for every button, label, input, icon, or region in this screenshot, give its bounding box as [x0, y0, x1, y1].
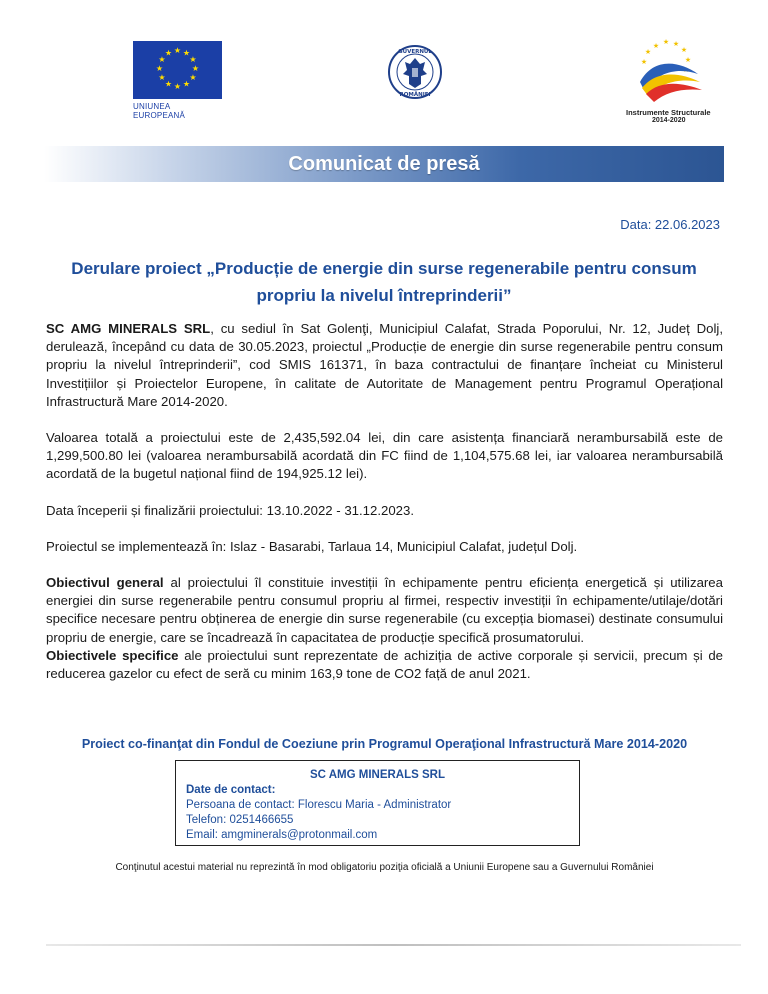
paragraph-company — [46, 320, 723, 411]
svg-text:★: ★ — [644, 48, 652, 56]
svg-text:★: ★ — [158, 73, 166, 82]
press-release-banner — [44, 146, 724, 182]
specific-objectives-text: ale proiectului sunt reprezentate de achiziția de active corporale și servicii, precum și de reducerea gazelor cu efect de seră cu minim 163,9 tone de CO2 față de anul 2021. — [46, 647, 723, 682]
svg-text:★: ★ — [684, 56, 692, 64]
svg-text:★: ★ — [672, 40, 680, 48]
paragraph-location: Proiectul se implementează în: Islaz - Basarabi, Tarlaua 14, Municipiul Calafat, județul Dolj. — [46, 538, 578, 554]
headline: Derulare proiect „Producție de energie din surse regenerabile pentru consum propriu la nivelul întreprinderii” — [71, 259, 697, 305]
eu-stars-icon — [133, 41, 222, 99]
svg-text:★: ★ — [189, 55, 197, 64]
paragraph-specific-objectives — [46, 647, 723, 683]
paragraph-value: Valoarea totală a proiectului este de 2,435,592.04 lei, din care asistența financiară nerambursabilă este de 1,299,500.80 lei (valoarea nerambursabilă acordată din FC fiind de 1,104,575.68 lei, iar valoarea nerambursabilă acordată de la bugetul național fiind de 194,925.12 lei). — [46, 430, 723, 482]
contact-box — [175, 760, 580, 846]
eu-logo — [133, 41, 222, 120]
svg-text:★: ★ — [173, 82, 182, 91]
romanian-government-logo — [387, 44, 443, 100]
eu-caption: UNIUNEA EUROPEANĂ — [133, 102, 186, 120]
paragraph-company-text: , cu sediul în Sat Golenţi, Municipiul Calafat, Strada Poporului, Nr. 12, Județ Dolj, derulează, începând cu data de 30.05.2023, proiectul „Producție de energie din surse regenerabile pentru consum propriu la nivelul întreprinderii”, cod SMIS 161371, în baza contractului de finanțare încheiat cu Ministerul Investițiilor și Proiectelor Europene, în calitate de Autoritate de Management pentru Programul Operațional Infrastructură Mare 2014-2020. — [46, 321, 723, 409]
general-objective-text: al proiectului îl constituie investiții în echipamente pentru eficiența energetică și utilizarea energiei din surse regenerabile pentru consumul propriu al firmei, respectiv investiții în echipamente/utilaje/dotări specifice necesare pentru obținerea de energie din surse regenerabile (cu excepția biomasei) destinate consumului propriu de energie, care se încadrează în capacitatea de producție specifică prosumatorului. — [46, 575, 723, 645]
svg-text:★: ★ — [164, 79, 173, 89]
header-logos — [0, 0, 768, 130]
contact-person: Persoana de contact: Florescu Maria - Administrator — [186, 799, 452, 811]
general-objective-label: Obiectivul general — [46, 575, 164, 591]
svg-text:★: ★ — [680, 46, 688, 54]
svg-text:★: ★ — [640, 58, 648, 66]
paragraph-dates: Data începerii și finalizării proiectului: 13.10.2022 - 31.12.2023. — [46, 502, 415, 518]
specific-objectives-label: Obiectivele specifice — [46, 647, 179, 663]
svg-text:★: ★ — [173, 46, 182, 55]
svg-text:★: ★ — [191, 64, 200, 73]
structural-instruments-icon — [618, 38, 718, 108]
banner-title: Comunicat de presă — [288, 153, 480, 175]
footer-divider — [46, 944, 741, 946]
body-content — [46, 320, 723, 701]
contact-email[interactable]: Email: amgminerals@protonmail.com — [186, 829, 378, 841]
cofinanced-statement: Proiect co-finanţat din Fondul de Coeziune prin Programul Operaţional Infrastructură Mare 2014-2020 — [81, 737, 688, 751]
svg-text:★: ★ — [158, 55, 166, 64]
paragraph-general-objective — [46, 574, 723, 647]
svg-text:★: ★ — [662, 38, 670, 46]
release-date: Data: 22.06.2023 — [620, 217, 720, 232]
svg-text:★: ★ — [652, 42, 660, 50]
eu-flag-icon — [133, 41, 222, 99]
coat-of-arms-icon — [387, 44, 443, 100]
svg-text:★: ★ — [182, 79, 191, 89]
gov-text-bottom: ROMÂNIEI — [399, 92, 431, 98]
svg-text:★: ★ — [182, 48, 191, 58]
svg-text:★: ★ — [155, 64, 164, 73]
gov-text-top: GUVERNUL — [398, 49, 432, 55]
is-caption-line2: 2014-2020 — [652, 117, 686, 124]
company-name: SC AMG MINERALS SRL — [46, 321, 211, 336]
disclaimer: Conţinutul acestui material nu reprezintă în mod obligatoriu poziţia oficială a Uniunii Europene sau a Guvernului României — [115, 862, 654, 873]
contact-heading: Date de contact: — [186, 784, 276, 796]
contact-phone: Telefon: 0251466655 — [186, 814, 294, 826]
svg-text:★: ★ — [164, 48, 173, 58]
contact-company: SC AMG MINERALS SRL — [309, 769, 446, 781]
is-caption-line1: Instrumente Structurale — [626, 108, 711, 117]
svg-text:★: ★ — [189, 73, 197, 82]
